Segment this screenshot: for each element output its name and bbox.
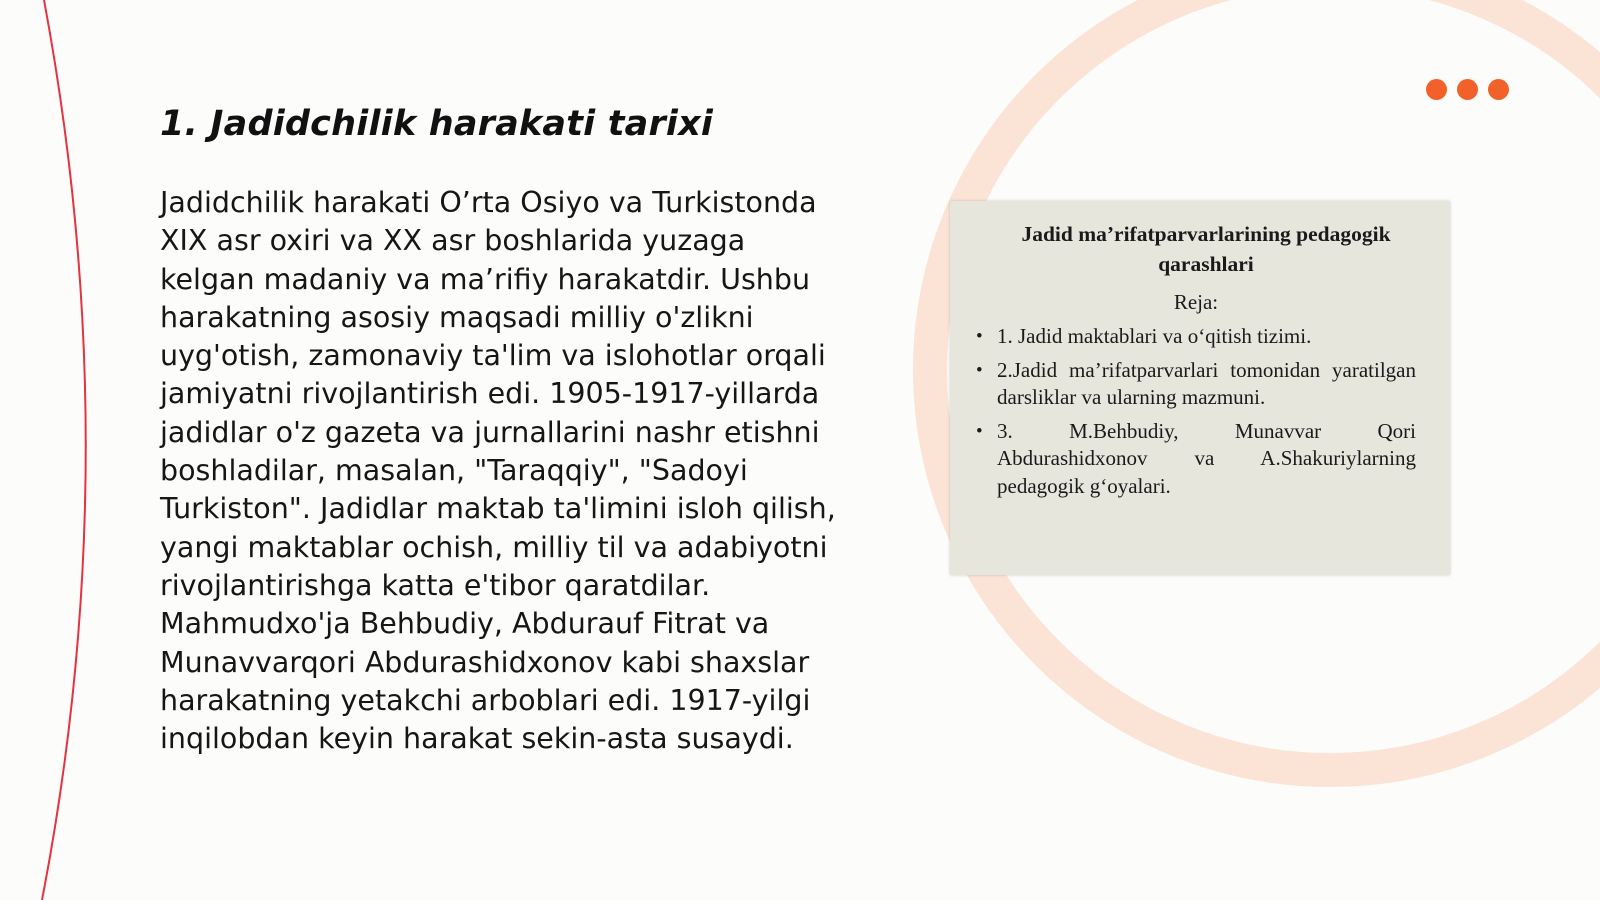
card-subtitle: Reja: bbox=[1173, 290, 1219, 314]
dot-icon bbox=[1457, 79, 1478, 100]
dot-icon bbox=[1426, 79, 1447, 100]
menu-dots-icon bbox=[1426, 79, 1510, 101]
card-plan-list bbox=[976, 323, 1416, 500]
dot-icon bbox=[1488, 79, 1509, 100]
card-plan-item: • 1. Jadid maktablari va o‘qitish tizimi. bbox=[976, 323, 1416, 351]
plan-card-image bbox=[950, 201, 1450, 575]
slide-body-text: Jadidchilik harakati O’rta Osiyo va Turkistonda XIX asr oxiri va XX asr boshlarida yuzaga kelgan madaniy va ma’rifiy harakatdir. Ushbu harakatning asosiy maqsadi milliy o'zlikni uyg'otish, zamonaviy ta'lim va islohotlar orqali jamiyatni rivojlantirish edi. 1905-1917-yillarda jadidlar o'z gazeta va jurnallarini nashr etishni boshladilar, masalan, "Taraqqiy", "Sadoyi Turkiston". Jadidlar maktab ta'limini isloh qilish, yangi maktablar ochish, milliy til va adabiyotni rivojlantirishga katta e'tibor qaratdilar. Mahmudxo'ja Behbudiy, Abdurauf Fitrat va Munavvarqori Abdurashidxonov kabi shaxslar harakatning yetakchi arboblari edi. 1917-yilgi inqilobdan keyin harakat sekin-asta susaydi. bbox=[160, 186, 836, 756]
slide-title: 1. Jadidchilik harakati tarixi bbox=[160, 104, 714, 144]
card-plan-item: • 3. M.Behbudiy, Munavvar Qori Abdurashidxonov va A.Shakuriylarning pedagogik g‘oyalari. bbox=[976, 418, 1416, 501]
card-heading: Jadid ma’rifatparvarlarining pedagogik qarashlari bbox=[1021, 222, 1391, 276]
card-plan-item: • 2.Jadid ma’rifatparvarlari tomonidan yaratilgan darsliklar va ularning mazmuni. bbox=[976, 357, 1416, 412]
left-curve-line bbox=[42, 0, 86, 900]
